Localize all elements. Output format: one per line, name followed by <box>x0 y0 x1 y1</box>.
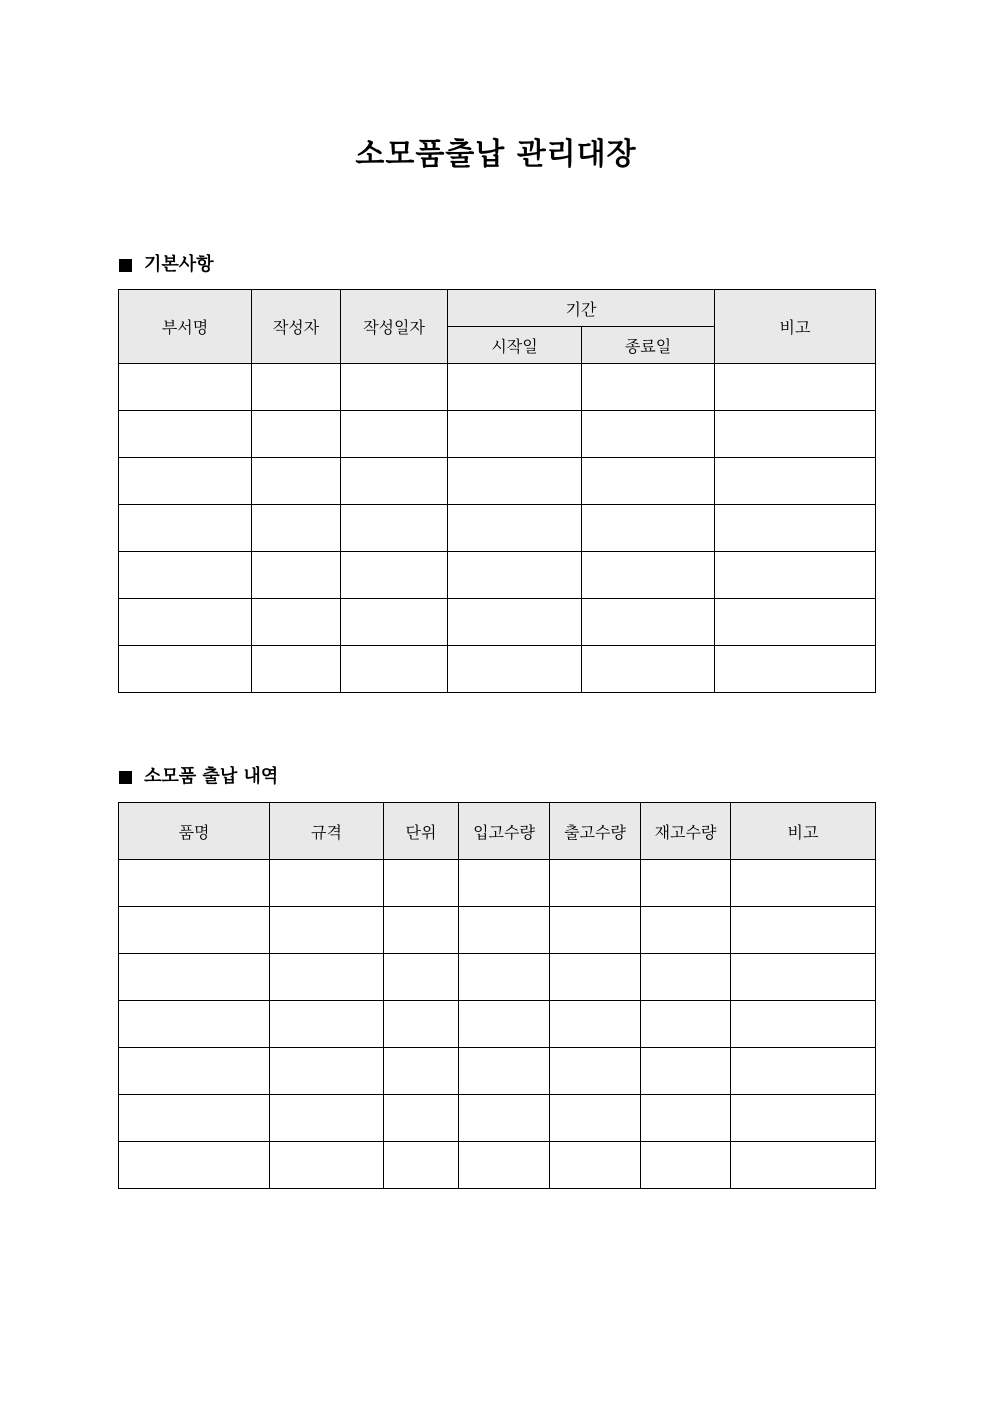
table-cell[interactable] <box>550 1048 641 1095</box>
table-cell[interactable] <box>119 954 270 1001</box>
table-cell[interactable] <box>550 907 641 954</box>
table-cell[interactable] <box>715 552 876 599</box>
document-title: 소모품출납 관리대장 <box>355 137 637 172</box>
table-cell[interactable] <box>448 599 582 646</box>
table-cell[interactable] <box>459 907 550 954</box>
table-cell[interactable] <box>270 1142 384 1189</box>
header-end-date: 종료일 <box>582 327 715 364</box>
header-start-date: 시작일 <box>448 327 582 364</box>
table-cell[interactable] <box>582 505 715 552</box>
table-cell[interactable] <box>119 1142 270 1189</box>
table-cell[interactable] <box>252 505 341 552</box>
table-cell[interactable] <box>252 552 341 599</box>
table-cell[interactable] <box>119 411 252 458</box>
table-cell[interactable] <box>459 860 550 907</box>
table-cell[interactable] <box>119 599 252 646</box>
table-cell[interactable] <box>641 1048 731 1095</box>
table-row <box>119 599 876 646</box>
table-cell[interactable] <box>459 1048 550 1095</box>
table-cell[interactable] <box>550 1095 641 1142</box>
table-cell[interactable] <box>384 1048 459 1095</box>
header-remarks: 비고 <box>731 803 876 860</box>
table-cell[interactable] <box>341 505 448 552</box>
header-item-name: 품명 <box>119 803 270 860</box>
table-cell[interactable] <box>550 1001 641 1048</box>
table-cell[interactable] <box>715 458 876 505</box>
table-cell[interactable] <box>119 458 252 505</box>
table-cell[interactable] <box>715 646 876 693</box>
table-cell[interactable] <box>459 954 550 1001</box>
supplies-inout-table <box>118 802 876 1189</box>
table-cell[interactable] <box>448 552 582 599</box>
table-cell[interactable] <box>448 505 582 552</box>
table-cell[interactable] <box>715 505 876 552</box>
table-cell[interactable] <box>119 364 252 411</box>
table-cell[interactable] <box>341 411 448 458</box>
table-cell[interactable] <box>448 458 582 505</box>
table-cell[interactable] <box>341 364 448 411</box>
section-heading-inout-label: 소모품 출납 내역 <box>144 766 279 787</box>
header-author: 작성자 <box>252 290 341 364</box>
table-cell[interactable] <box>550 860 641 907</box>
table-cell[interactable] <box>641 954 731 1001</box>
table-row <box>119 1048 876 1095</box>
table-cell[interactable] <box>582 599 715 646</box>
header-in-qty: 입고수량 <box>459 803 550 860</box>
table-row <box>119 1001 876 1048</box>
table-cell[interactable] <box>252 364 341 411</box>
table-cell[interactable] <box>731 1095 876 1142</box>
table-cell[interactable] <box>550 954 641 1001</box>
table-cell[interactable] <box>731 907 876 954</box>
table-cell[interactable] <box>641 1095 731 1142</box>
table-cell[interactable] <box>341 646 448 693</box>
header-period: 기간 <box>448 290 715 327</box>
table-cell[interactable] <box>384 954 459 1001</box>
table-row <box>119 1095 876 1142</box>
table-cell[interactable] <box>341 599 448 646</box>
table-row <box>119 552 876 599</box>
table-cell[interactable] <box>270 1001 384 1048</box>
table-cell[interactable] <box>252 646 341 693</box>
table-cell[interactable] <box>731 1001 876 1048</box>
header-stock-qty: 재고수량 <box>641 803 731 860</box>
table-row <box>119 907 876 954</box>
table-cell[interactable] <box>448 364 582 411</box>
table-cell[interactable] <box>270 860 384 907</box>
basic-info-table <box>118 289 876 693</box>
table-cell[interactable] <box>119 1048 270 1095</box>
square-bullet-icon <box>119 259 132 272</box>
table-row <box>119 458 876 505</box>
table-cell[interactable] <box>550 1142 641 1189</box>
header-written-date: 작성일자 <box>341 290 448 364</box>
table-row <box>119 505 876 552</box>
table-cell[interactable] <box>582 646 715 693</box>
table-cell[interactable] <box>459 1095 550 1142</box>
table-cell[interactable] <box>252 411 341 458</box>
table-cell[interactable] <box>384 1142 459 1189</box>
section-heading-inout <box>119 765 278 789</box>
table-cell[interactable] <box>715 411 876 458</box>
table-cell[interactable] <box>341 458 448 505</box>
table-cell[interactable] <box>119 1001 270 1048</box>
table-cell[interactable] <box>270 954 384 1001</box>
header-department: 부서명 <box>119 290 252 364</box>
table-cell[interactable] <box>448 411 582 458</box>
table-cell[interactable] <box>119 907 270 954</box>
table-cell[interactable] <box>119 505 252 552</box>
table-cell[interactable] <box>715 599 876 646</box>
table-cell[interactable] <box>270 907 384 954</box>
table-cell[interactable] <box>384 1095 459 1142</box>
table-row <box>119 364 876 411</box>
table-row <box>119 860 876 907</box>
table-cell[interactable] <box>582 411 715 458</box>
header-out-qty: 출고수량 <box>550 803 641 860</box>
table-cell[interactable] <box>252 458 341 505</box>
table-cell[interactable] <box>731 1142 876 1189</box>
table-cell[interactable] <box>384 860 459 907</box>
table-cell[interactable] <box>715 364 876 411</box>
header-spec: 규격 <box>270 803 384 860</box>
table-row <box>119 411 876 458</box>
table-cell[interactable] <box>119 646 252 693</box>
table-cell[interactable] <box>270 1048 384 1095</box>
table-cell[interactable] <box>384 1001 459 1048</box>
table-cell[interactable] <box>641 860 731 907</box>
table-cell[interactable] <box>582 458 715 505</box>
table-cell[interactable] <box>384 907 459 954</box>
header-unit: 단위 <box>384 803 459 860</box>
table-cell[interactable] <box>731 1048 876 1095</box>
table-cell[interactable] <box>119 552 252 599</box>
table-cell[interactable] <box>119 860 270 907</box>
square-bullet-icon <box>119 771 132 784</box>
table-cell[interactable] <box>459 1001 550 1048</box>
table-cell[interactable] <box>731 954 876 1001</box>
table-cell[interactable] <box>270 1095 384 1142</box>
table-cell[interactable] <box>119 1095 270 1142</box>
table-cell[interactable] <box>641 1142 731 1189</box>
table-cell[interactable] <box>582 364 715 411</box>
section-heading-basic-label: 기본사항 <box>144 254 214 275</box>
table-cell[interactable] <box>731 860 876 907</box>
table-cell[interactable] <box>582 552 715 599</box>
section-heading-basic <box>119 253 214 277</box>
table-cell[interactable] <box>459 1142 550 1189</box>
table-cell[interactable] <box>641 1001 731 1048</box>
table-row <box>119 1142 876 1189</box>
table-row <box>119 954 876 1001</box>
header-remarks: 비고 <box>715 290 876 364</box>
table-cell[interactable] <box>448 646 582 693</box>
table-cell[interactable] <box>252 599 341 646</box>
table-cell[interactable] <box>341 552 448 599</box>
table-cell[interactable] <box>641 907 731 954</box>
table-row <box>119 646 876 693</box>
